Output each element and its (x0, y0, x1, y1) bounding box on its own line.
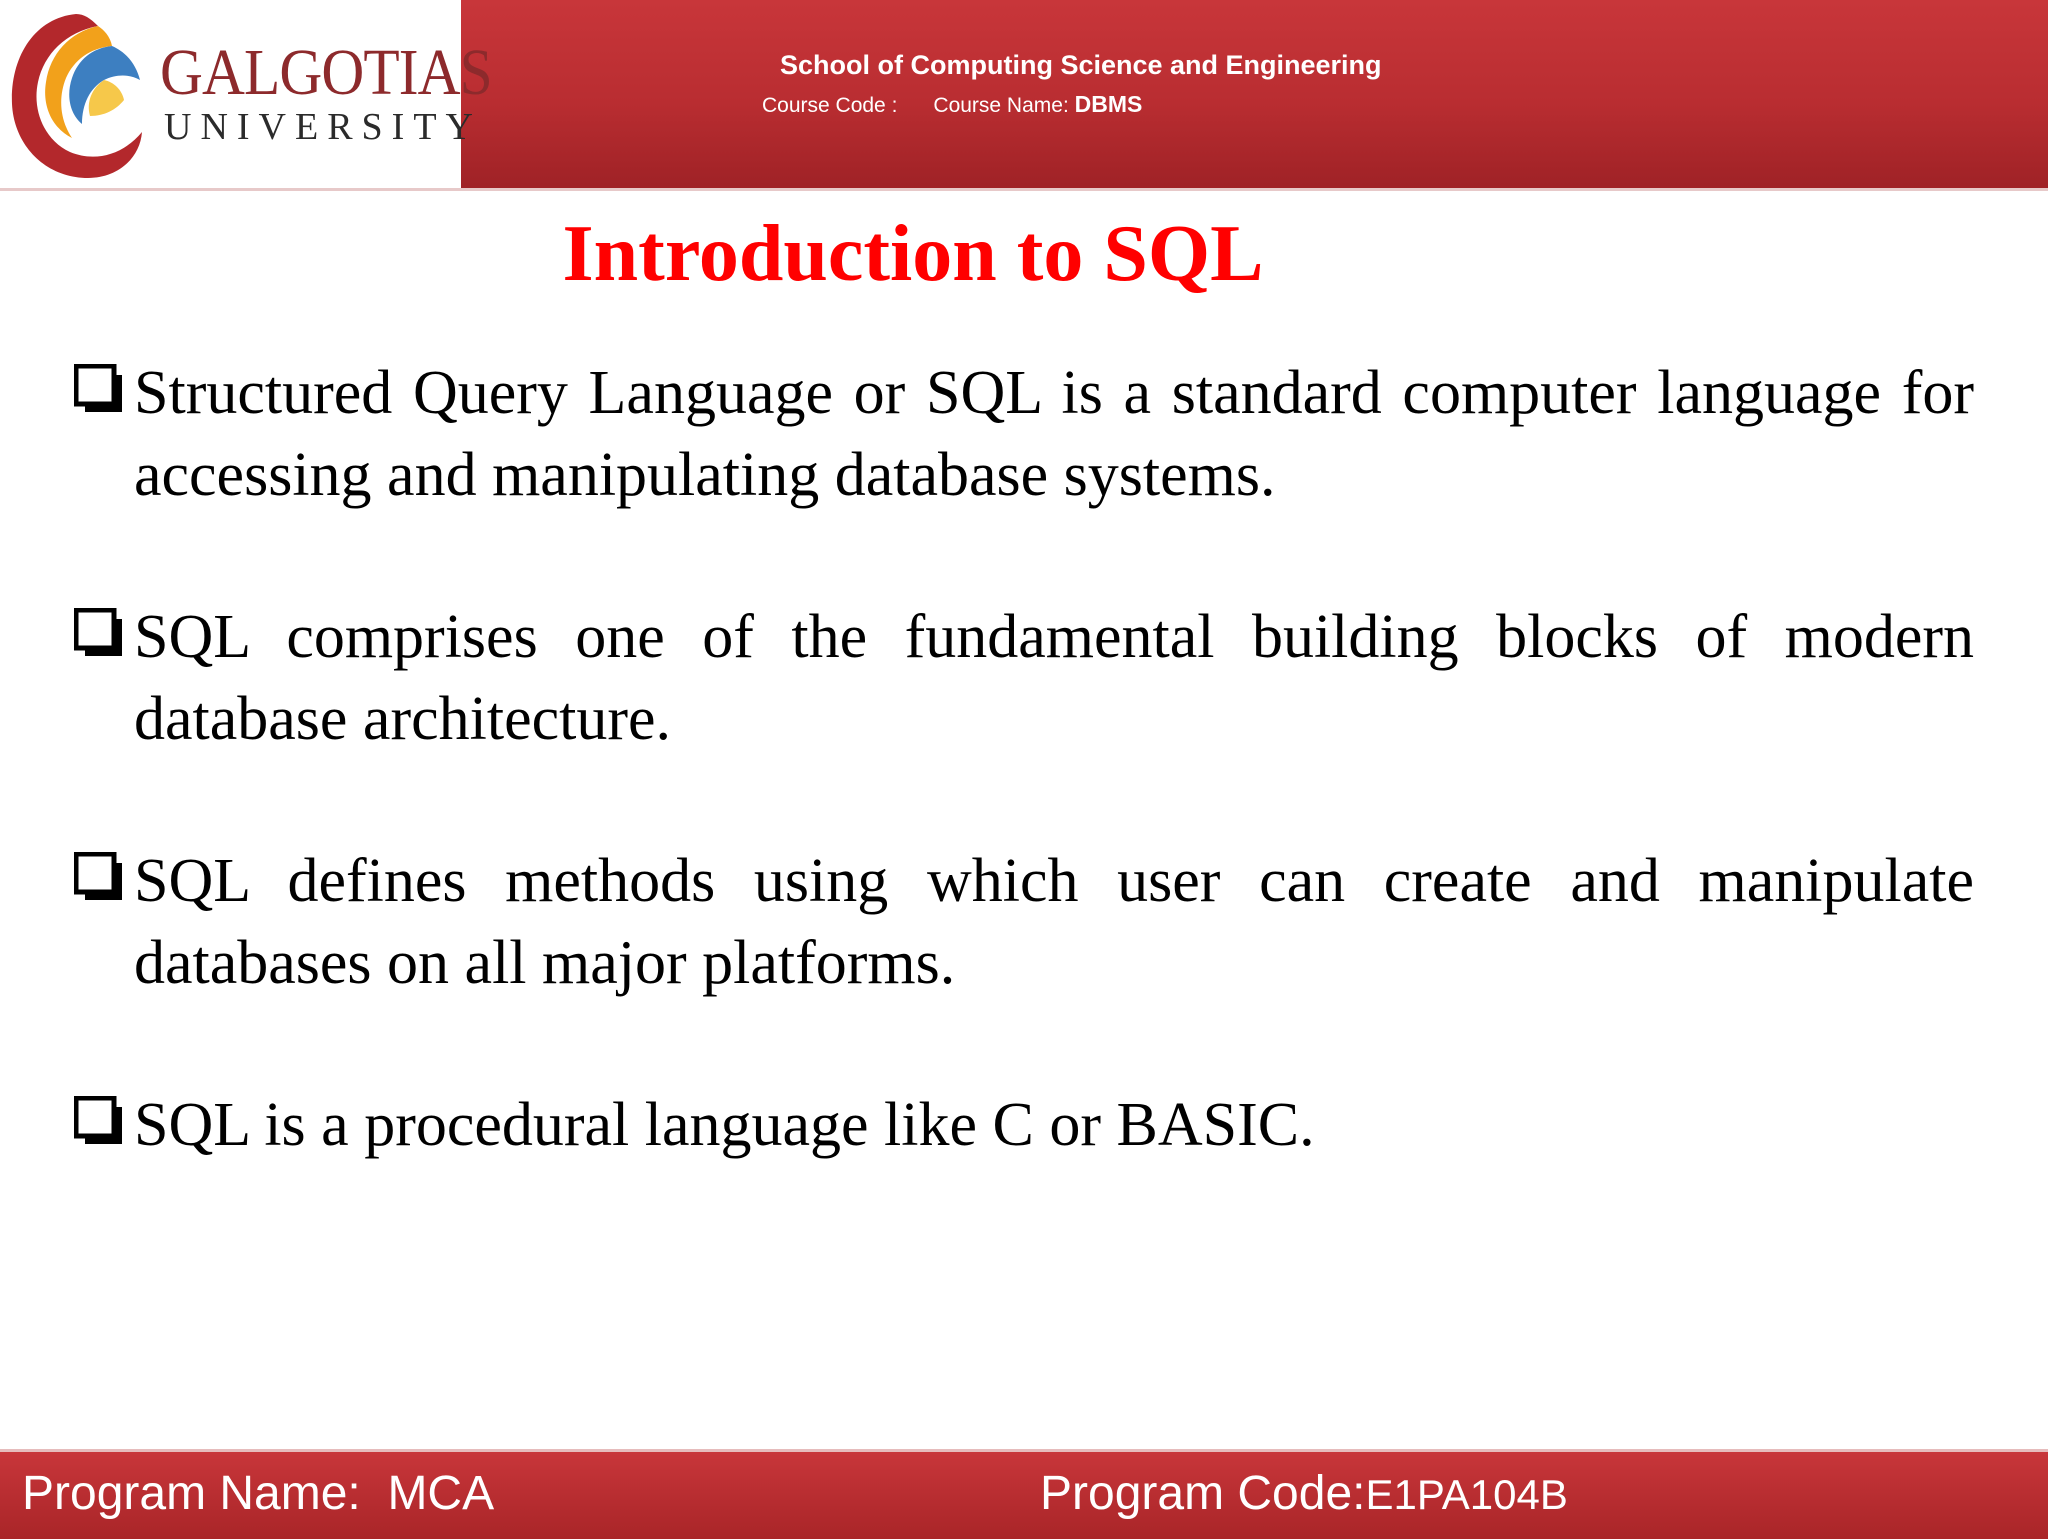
bullet-item (70, 352, 1974, 516)
bullet-text: SQL comprises one of the fundamental building blocks of modern database architecture. (134, 603, 1974, 753)
galgotias-swirl-icon (6, 6, 146, 184)
bullet-item (70, 1084, 1974, 1166)
bullet-text: Structured Query Language or SQL is a standard computer language for accessing and manipulating database systems. (134, 359, 1974, 509)
slide-header (0, 0, 2048, 191)
bullet-text: SQL is a procedural language like C or BASIC. (134, 1091, 1315, 1159)
university-logo (0, 0, 492, 188)
checkbox-bullet-icon (74, 852, 124, 902)
course-info (762, 91, 1142, 118)
logo-name-text: GALGOTIAS (160, 36, 492, 109)
course-name-label: Course Name: (933, 94, 1069, 117)
program-code-label: Program Code: (1040, 1467, 1366, 1520)
logo-subtitle-text: UNIVERSITY (164, 106, 482, 148)
checkbox-bullet-icon (74, 1096, 124, 1146)
checkbox-bullet-icon (74, 364, 124, 414)
checkbox-bullet-icon (74, 608, 124, 658)
program-code-value: E1PA104B (1365, 1471, 1568, 1518)
slide-title: Introduction to SQL (562, 210, 1264, 298)
bullet-text: SQL defines methods using which user can create and manipulate databases on all major platforms. (134, 847, 1974, 997)
slide-footer (0, 1449, 2048, 1539)
bullet-list (70, 352, 1974, 1246)
program-name: Program Name: MCA (22, 1467, 495, 1520)
bullet-item (70, 596, 1974, 760)
bullet-item (70, 840, 1974, 1004)
program-code (1040, 1467, 1568, 1520)
course-name-value: DBMS (1074, 91, 1143, 117)
school-name: School of Computing Science and Engineering (780, 50, 1382, 80)
course-code-label: Course Code : (762, 94, 898, 117)
